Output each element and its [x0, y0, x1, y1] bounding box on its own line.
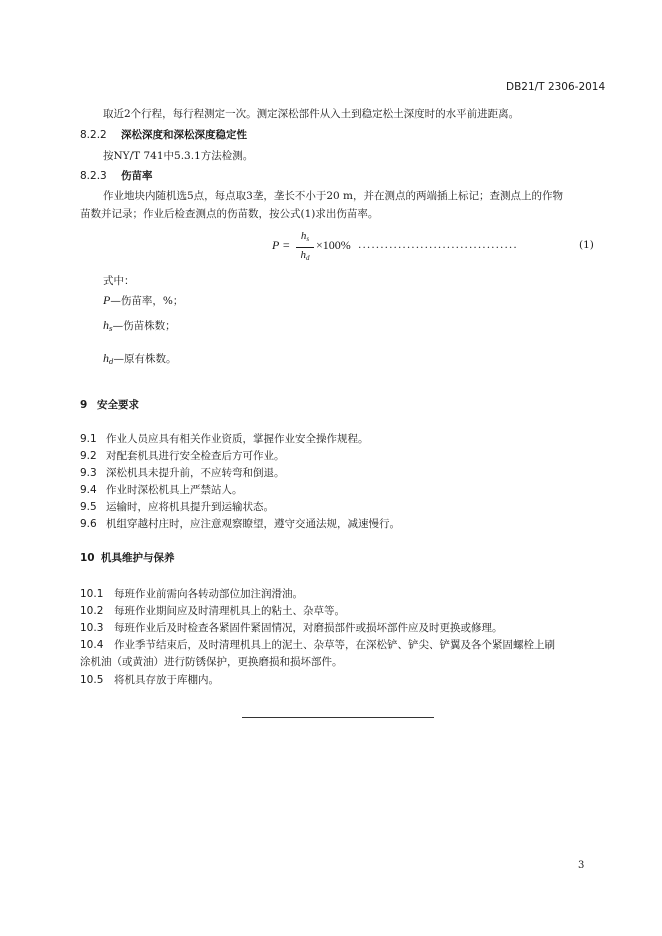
section-title-9: 安全要求: [97, 399, 139, 411]
item-text: 运输时，应将机具提升到运输状态。: [106, 501, 274, 513]
section-number-10: 10: [80, 552, 95, 564]
section-title-8-2-3: 伤苗率: [121, 170, 153, 182]
legend-item-hs: $h_s—$伤苗株数；: [103, 318, 176, 333]
item-text: 机组穿越村庄时，应注意观察瞭望，遵守交通法规，减速慢行。: [106, 518, 400, 530]
legend-intro: 式中：: [103, 275, 135, 287]
item-number: 10.5: [80, 674, 104, 686]
item-text: 作业人员应具有相关作业资质，掌握作业安全操作规程。: [106, 433, 369, 445]
item-number: 9.4: [80, 484, 97, 496]
item-number: 9.5: [80, 501, 97, 513]
legend-item-hd: $h_d—$原有株数。: [103, 351, 177, 366]
item-text: 将机具存放于库棚内。: [114, 674, 219, 686]
paragraph-line: 取近2个行程，每行程测定一次。测定深松部件从入土到稳定松土深度时的水平前进距离。: [103, 108, 520, 120]
page-number: 3: [578, 860, 585, 871]
item-text: 对配套机具进行安全检查后方可作业。: [106, 450, 285, 462]
section-title-8-2-2: 深松深度和深松深度稳定性: [121, 129, 247, 141]
formula-numerator: $h_s$: [300, 230, 310, 243]
item-number: 10.1: [80, 588, 104, 600]
item-number: 9.1: [80, 433, 97, 445]
legend-item-p: P—伤苗率，%；: [103, 293, 184, 307]
formula-denominator: $h_d$: [300, 249, 310, 262]
item-text: 每班作业前需向各转动部位加注润滑油。: [114, 588, 303, 600]
item-number: 10.3: [80, 622, 104, 634]
formula-fraction: [296, 230, 314, 265]
item-text: 每班作业期间应及时清理机具上的粘土、杂草等。: [114, 605, 345, 617]
formula-lhs: P =: [272, 238, 291, 252]
item-text: 作业时深松机具上严禁站人。: [106, 484, 243, 496]
item-text: 每班作业后及时检查各紧固件紧固情况，对磨损部件或损坏部件应及时更换或修理。: [114, 622, 503, 634]
item-number: 10.4: [80, 639, 104, 651]
item-number: 9.6: [80, 518, 97, 530]
item-text-continuation: 涂机油（或黄油）进行防锈保护，更换磨损和损坏部件。: [80, 656, 343, 668]
item-number: 9.3: [80, 467, 97, 479]
fraction-bar: [296, 247, 314, 248]
section-number-8-2-3: 8.2.3: [80, 170, 107, 182]
section-number-9: 9: [80, 399, 88, 411]
item-number: 9.2: [80, 450, 97, 462]
paragraph-line: 作业地块内随机选5点，每点取3垄，垄长不小于20 m，并在测点的两端插上标记；查测点上的作物: [103, 190, 564, 202]
item-text: 深松机具未提升前，不应转弯和倒退。: [106, 467, 285, 479]
paragraph-line: 苗数并记录；作业后检查测点的伤苗数，按公式(1)求出伤苗率。: [80, 208, 379, 220]
paragraph-line: 按NY/T 741中5.3.1方法检测。: [103, 150, 254, 162]
doc-id: DB21/T 2306-2014: [506, 81, 606, 93]
end-rule: [242, 717, 434, 718]
section-number-8-2-2: 8.2.2: [80, 129, 107, 141]
formula-rhs: ×100%: [316, 238, 351, 252]
formula-leader-dots: ....................................: [358, 239, 518, 251]
formula-number: (1): [579, 239, 594, 251]
item-number: 10.2: [80, 605, 104, 617]
section-title-10: 机具维护与保养: [101, 552, 175, 564]
item-text: 作业季节结束后，及时清理机具上的泥土、杂草等，在深松铲、铲尖、铲翼及各个紧固螺栓上刷: [114, 639, 555, 651]
